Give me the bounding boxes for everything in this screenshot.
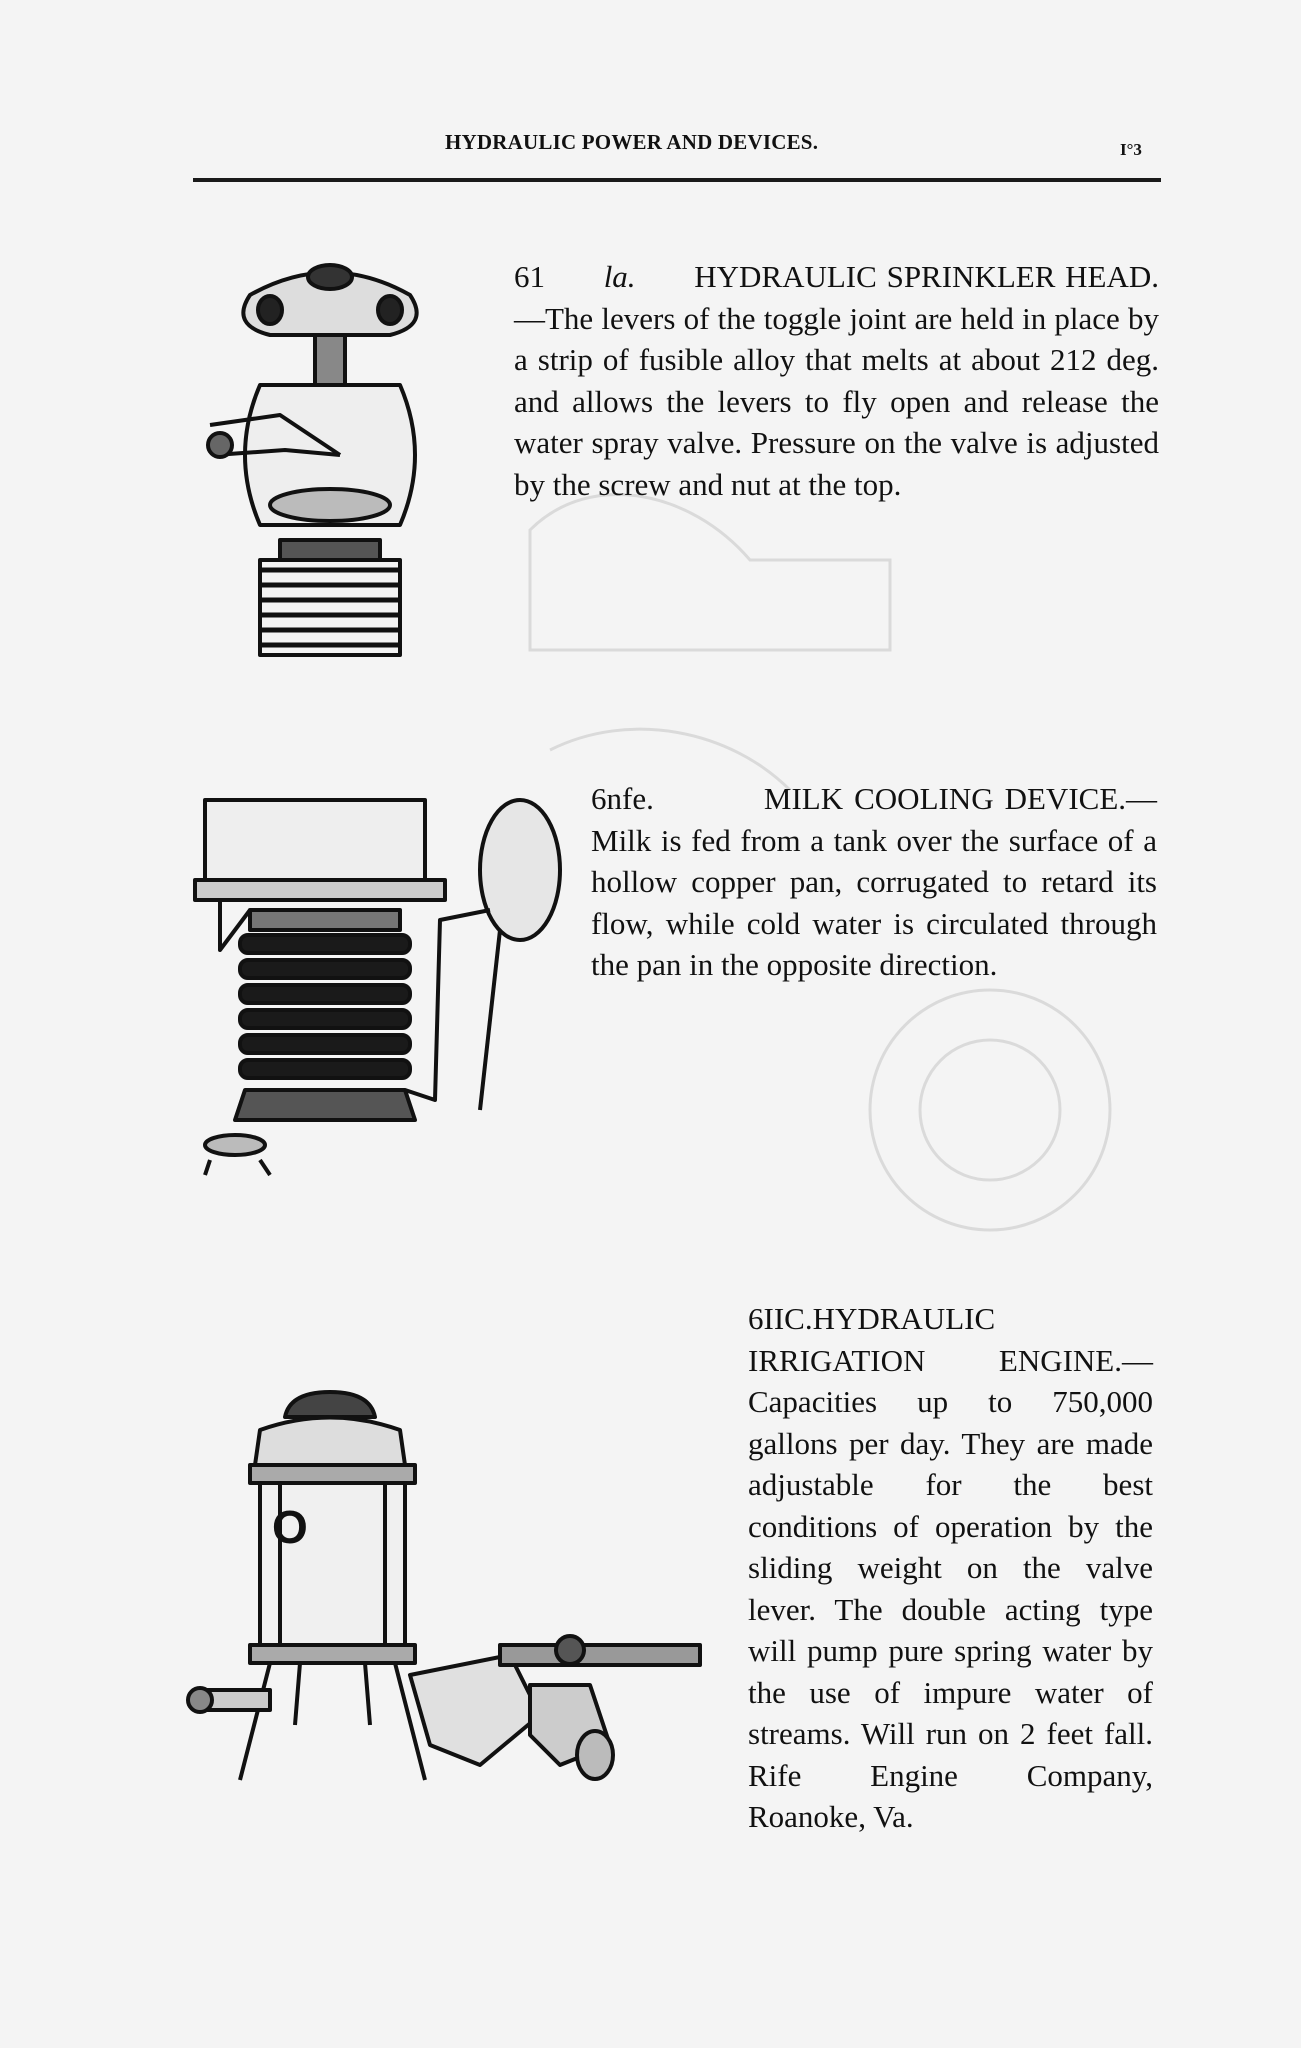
entry-number: 6IIC. [748, 1301, 813, 1336]
running-title: HYDRAULIC POWER AND DEVICES. [445, 130, 819, 154]
entry-number: 61 [514, 259, 545, 294]
entry-sprinkler-head [514, 256, 1159, 505]
irrigation-engine-illustration [180, 1385, 720, 1785]
entry-body: HYDRAULIC SPRINKLER HEAD.—The levers of the toggle joint are held in place by a strip of fusible alloy that melts at about 212 deg. and allows the levers to fly open and release the water spray valve. Pressure on the valve is adjusted by the screw and nut at the top. [514, 259, 1160, 502]
milk-cooler-illustration [190, 790, 580, 1190]
page-number: I°3 [1120, 140, 1142, 159]
entry-body: HYDRAULIC IRRIGATION ENGINE.—Capacities up to 750,000 gallons per day. They are made adjustable for the best conditions of operation by the sliding weight on the valve lever. The double acting type will pump pure spring water by the use of impure water of streams. Will run on 2 feet fall. Rife Engine Company, Roanoke, Va. [748, 1301, 1153, 1834]
entry-body: MILK COOLING DEVICE.—Milk is fed from a tank over the surface of a hollow copper pan, corrugated to retard its flow, while cold water is circulated through the pan in the opposite direction. [591, 781, 1158, 982]
sprinkler-head-illustration [190, 255, 470, 675]
entry-suffix: la. [603, 259, 636, 294]
entry-milk-cooling-device [591, 778, 1157, 986]
stray-mark: O [272, 1501, 308, 1553]
entry-irrigation-engine [748, 1298, 1153, 1838]
header-rule [193, 178, 1161, 182]
entry-number: 6nfe. [591, 781, 654, 816]
